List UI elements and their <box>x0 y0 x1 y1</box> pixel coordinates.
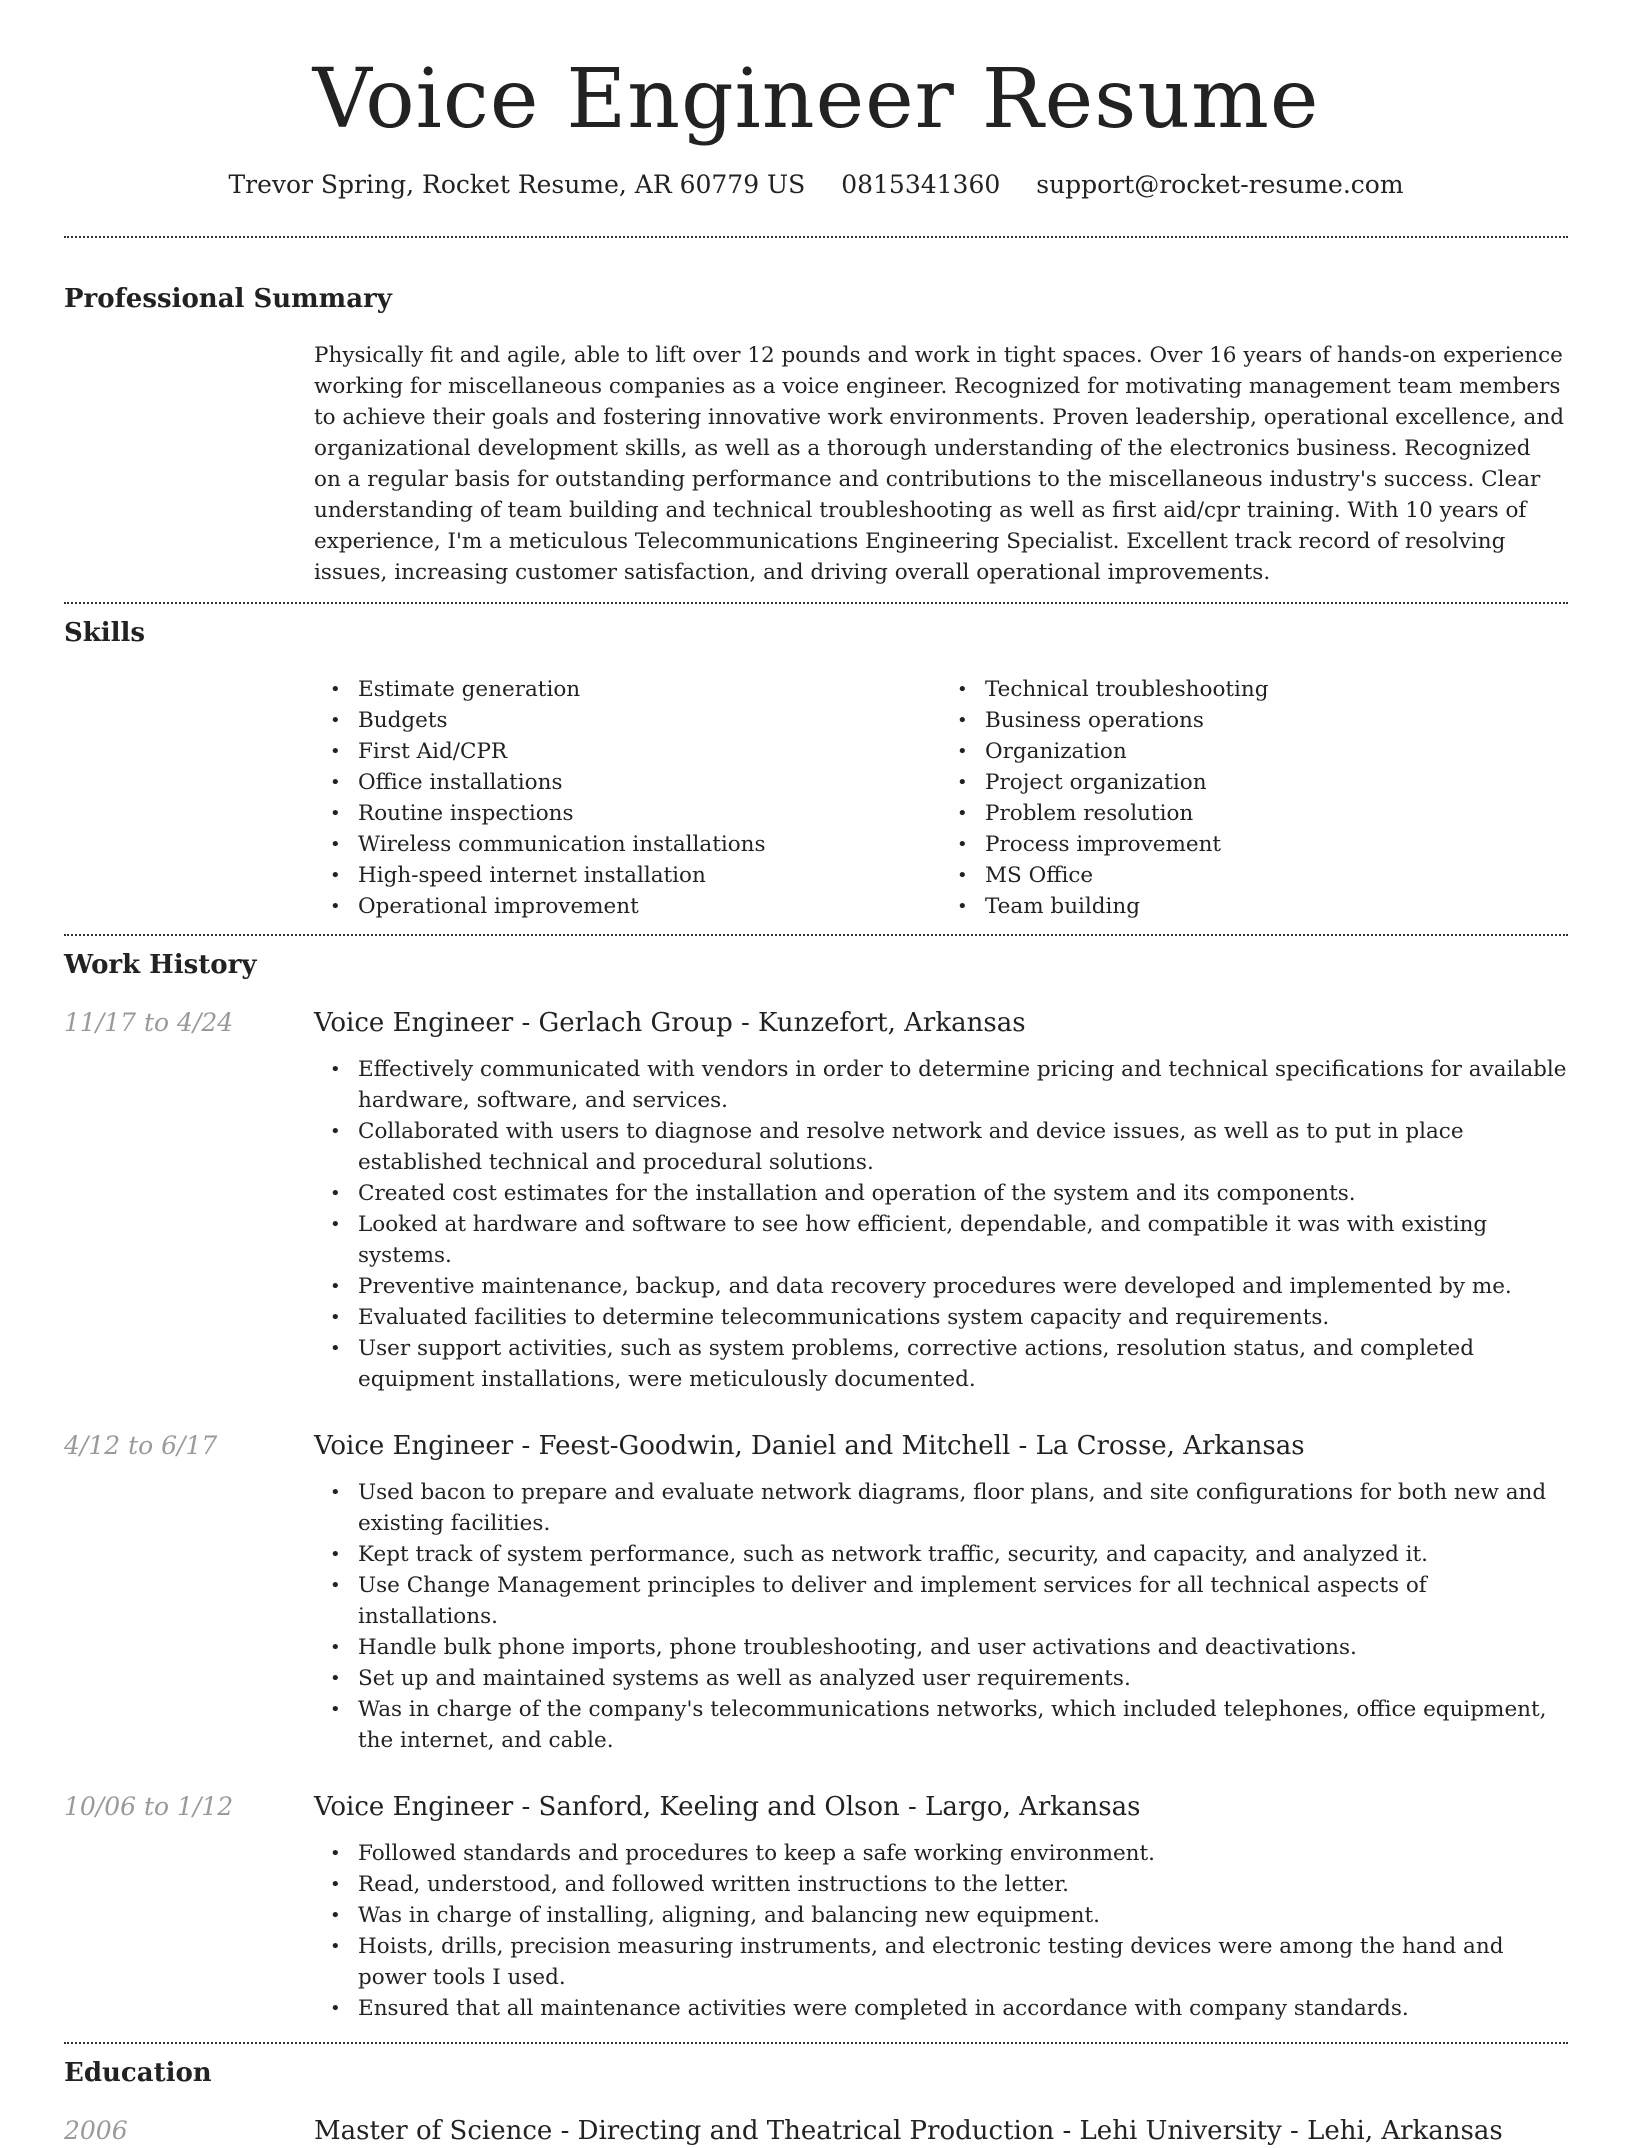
skill-item: • Project organization <box>941 767 1568 798</box>
job-bullet: • Followed standards and procedures to keep a safe working environment. <box>314 1838 1568 1869</box>
contact-phone: 0815341360 <box>841 170 1001 199</box>
skill-item: • Wireless communication installations <box>314 829 941 860</box>
skill-item: • Team building <box>941 891 1568 922</box>
job-bullet: • Looked at hardware and software to see how efficient, dependable, and compatible it was with existing systems. <box>314 1209 1568 1271</box>
skill-item: • Estimate generation <box>314 674 941 705</box>
job-bullet: • Kept track of system performance, such as network traffic, security, and capacity, and analyzed it. <box>314 1539 1568 1570</box>
job-bullet: • Preventive maintenance, backup, and data recovery procedures were developed and implemented by me. <box>314 1271 1568 1302</box>
job-bullet: • Ensured that all maintenance activities were completed in accordance with company standards. <box>314 1993 1568 2024</box>
skill-item: • Budgets <box>314 705 941 736</box>
job-bullet: • User support activities, such as system problems, corrective actions, resolution status, and completed equipment installations, were meticulously documented. <box>314 1333 1568 1395</box>
skill-item: • Business operations <box>941 705 1568 736</box>
contact-line <box>64 168 1568 202</box>
job-dates: 4/12 to 6/17 <box>64 1431 218 1460</box>
divider <box>64 934 1568 936</box>
job-entry <box>64 1006 1568 1395</box>
job-bullets <box>314 1054 1568 1395</box>
skills-list <box>314 674 1568 922</box>
job-bullet: • Handle bulk phone imports, phone troubleshooting, and user activations and deactivations. <box>314 1632 1568 1663</box>
contact-address: Trevor Spring, Rocket Resume, AR 60779 US <box>228 170 806 199</box>
job-bullet: • Was in charge of installing, aligning, and balancing new equipment. <box>314 1900 1568 1931</box>
divider <box>64 602 1568 604</box>
job-entry <box>64 1790 1568 2024</box>
skill-item: • Organization <box>941 736 1568 767</box>
job-title: Voice Engineer - Sanford, Keeling and Olson - Largo, Arkansas <box>314 1792 1141 1822</box>
education-degree: Master of Science - Directing and Theatrical Production - Lehi University - Lehi, Arkansas <box>314 2116 1503 2146</box>
job-bullet: • Hoists, drills, precision measuring instruments, and electronic testing devices were among the hand and power tools I used. <box>314 1931 1568 1993</box>
summary-row <box>64 340 1568 602</box>
skill-item: • First Aid/CPR <box>314 736 941 767</box>
education-heading: Education <box>64 2058 212 2088</box>
job-title: Voice Engineer - Gerlach Group - Kunzefort, Arkansas <box>314 1008 1026 1038</box>
job-entry <box>64 1429 1568 1756</box>
work-heading: Work History <box>64 950 257 980</box>
resume-title: Voice Engineer Resume <box>312 52 1320 147</box>
job-bullet: • Read, understood, and followed written instructions to the letter. <box>314 1869 1568 1900</box>
skill-item: • Process improvement <box>941 829 1568 860</box>
job-bullet: • Used bacon to prepare and evaluate network diagrams, floor plans, and site configurations for both new and existing facilities. <box>314 1477 1568 1539</box>
skill-item: • Technical troubleshooting <box>941 674 1568 705</box>
skills-row <box>64 674 1568 934</box>
skills-column-right <box>941 674 1568 922</box>
job-dates: 11/17 to 4/24 <box>64 1008 234 1037</box>
skill-item: • High-speed internet installation <box>314 860 941 891</box>
job-bullet: • Evaluated facilities to determine telecommunications system capacity and requirements. <box>314 1302 1568 1333</box>
job-bullet: • Set up and maintained systems as well as analyzed user requirements. <box>314 1663 1568 1694</box>
education-entry <box>64 2114 1568 2148</box>
summary-text: Physically fit and agile, able to lift over 12 pounds and work in tight spaces. Over 16 years of hands-on experience working for miscellaneous companies as a voice engineer. Recognized for motivating management team members to achieve their goals and fostering innovative work environments. Proven leadership, operational excellence, and organizational development skills, as well as a thorough understanding of the electronics business. Recognized on a regular basis for outstanding performance and contributions to the miscellaneous industry's success. Clear understanding of team building and technical troubleshooting as well as first aid/cpr training. With 10 years of experience, I'm a meticulous Telecommunications Engineering Specialist. Excellent track record of resolving issues, increasing customer satisfaction, and driving overall operational improvements. <box>314 343 1564 585</box>
divider <box>64 236 1568 238</box>
job-dates: 10/06 to 1/12 <box>64 1792 234 1821</box>
job-title: Voice Engineer - Feest-Goodwin, Daniel and Mitchell - La Crosse, Arkansas <box>314 1431 1305 1461</box>
summary-heading: Professional Summary <box>64 284 392 314</box>
skill-item: • Problem resolution <box>941 798 1568 829</box>
skill-item: • MS Office <box>941 860 1568 891</box>
job-bullets <box>314 1838 1568 2024</box>
divider <box>64 2042 1568 2044</box>
job-bullet: • Collaborated with users to diagnose and resolve network and device issues, as well as to put in place established technical and procedural solutions. <box>314 1116 1568 1178</box>
job-bullet: • Effectively communicated with vendors in order to determine pricing and technical specifications for available hardware, software, and services. <box>314 1054 1568 1116</box>
skill-item: • Office installations <box>314 767 941 798</box>
skills-column-left <box>314 674 941 922</box>
contact-email: support@rocket-resume.com <box>1036 170 1404 199</box>
resume-page <box>64 0 1568 2148</box>
job-bullets <box>314 1477 1568 1756</box>
job-bullet: • Use Change Management principles to deliver and implement services for all technical aspects of installations. <box>314 1570 1568 1632</box>
skills-heading: Skills <box>64 618 146 648</box>
education-year: 2006 <box>64 2116 128 2145</box>
skill-item: • Routine inspections <box>314 798 941 829</box>
skill-item: • Operational improvement <box>314 891 941 922</box>
job-bullet: • Was in charge of the company's telecommunications networks, which included telephones, office equipment, the internet, and cable. <box>314 1694 1568 1756</box>
job-bullet: • Created cost estimates for the installation and operation of the system and its components. <box>314 1178 1568 1209</box>
